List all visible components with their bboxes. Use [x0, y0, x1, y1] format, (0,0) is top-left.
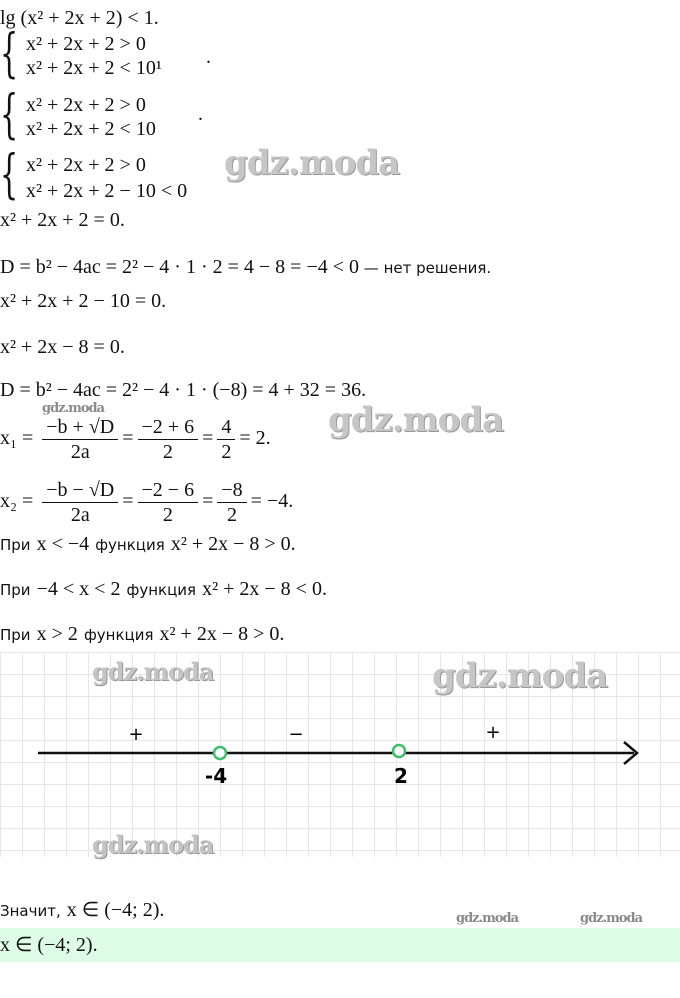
discriminant-1	[0, 255, 491, 280]
case-1-mid: функция	[95, 536, 165, 554]
watermark: gdz.moda	[92, 657, 214, 686]
equation-2: x² + 2x + 2 − 10 = 0.	[0, 290, 167, 312]
system-1-row-b: x² + 2x + 2 < 10¹	[26, 57, 162, 79]
discriminant-1-math: D = b² − 4ac = 2² − 4 · 1 · 2 = 4 − 8 = −4 < 0	[0, 256, 360, 278]
root-x2-frac-3	[217, 478, 246, 527]
root-x2-lhs: x₂ =	[0, 490, 34, 513]
root-x1-frac-1	[42, 415, 118, 464]
frac-den: 2	[227, 504, 238, 526]
root-x1: x₁ = $\frac{-b + √D}{2a}$ = $\frac{-2 + 6}{2}$ = $\frac{4}{2}$ = 2.	[0, 416, 271, 463]
root-x1-lhs: x₁ =	[0, 427, 34, 450]
point-2	[393, 745, 405, 757]
frac-den: 2	[162, 504, 173, 526]
case-3-mid: функция	[83, 626, 154, 644]
root-x1-frac-2	[138, 415, 199, 464]
system-1-row-a: x² + 2x + 2 > 0	[26, 33, 146, 55]
case-3-pre: При	[0, 626, 31, 644]
inequality-log: lg (x² + 2x + 2) < 1.	[0, 7, 159, 29]
root-x1-frac-3	[217, 415, 235, 464]
system-2-dot: .	[198, 103, 203, 125]
frac-num: −2 − 6	[138, 478, 199, 503]
root-x2-result: = −4.	[250, 490, 294, 513]
conclusion-math: x ∈ (−4; 2).	[66, 899, 165, 921]
case-2-cond: −4 < x < 2	[36, 578, 121, 600]
system-1-dot: .	[206, 46, 211, 68]
frac-num: −2 + 6	[138, 415, 199, 440]
watermark: gdz.moda	[92, 830, 214, 859]
frac-den: 2a	[70, 441, 90, 463]
frac-num: −b − √D	[42, 478, 118, 503]
root-x1-result: = 2.	[239, 427, 271, 450]
brace-3: {	[0, 145, 19, 205]
label-minus-4: -4	[204, 764, 228, 788]
watermark: gdz.moda	[432, 656, 608, 696]
case-2	[0, 577, 327, 602]
conclusion-text: Значит,	[0, 902, 61, 920]
conclusion	[0, 898, 164, 923]
system-2-row-a: x² + 2x + 2 > 0	[26, 94, 146, 116]
equation-1: x² + 2x + 2 = 0.	[0, 209, 125, 231]
root-x2: x₂ = $\frac{-b - √D}{2a}$ = $\frac{-2 - 6}{2}$ = $\frac{-8}{2}$ = −4.	[0, 479, 294, 526]
case-3-cond: x > 2	[36, 623, 78, 645]
case-3-expr: x² + 2x − 8 > 0.	[159, 623, 285, 645]
equation-3: x² + 2x − 8 = 0.	[0, 336, 125, 358]
case-2-expr: x² + 2x − 8 < 0.	[202, 578, 327, 600]
sign-left: +	[128, 724, 144, 745]
watermark: gdz.moda	[224, 143, 400, 183]
watermark: gdz.moda	[328, 400, 504, 440]
sign-right: +	[485, 722, 501, 743]
system-2-row-b: x² + 2x + 2 < 10	[26, 118, 156, 140]
system-3-row-a: x² + 2x + 2 > 0	[26, 154, 146, 176]
watermark: gdz.moda	[580, 911, 643, 926]
label-2: 2	[394, 764, 408, 788]
frac-den: 2	[162, 441, 173, 463]
case-2-pre: При	[0, 581, 31, 599]
case-1-cond: x < −4	[36, 533, 90, 555]
case-3	[0, 622, 284, 647]
watermark: gdz.moda	[42, 401, 105, 416]
case-2-mid: функция	[126, 581, 197, 599]
frac-den: 2	[221, 441, 232, 463]
brace-2: {	[0, 85, 19, 145]
frac-num: −b + √D	[42, 415, 118, 440]
case-1-expr: x² + 2x − 8 > 0.	[170, 533, 296, 555]
frac-num: 4	[217, 415, 235, 440]
case-1	[0, 532, 296, 557]
root-x2-frac-2	[138, 478, 199, 527]
case-1-pre: При	[0, 536, 31, 554]
discriminant-2: D = b² − 4ac = 2² − 4 · 1 · (−8) = 4 + 32 = 36.	[0, 379, 367, 401]
root-x2-frac-1	[42, 478, 118, 527]
system-3-row-b: x² + 2x + 2 − 10 < 0	[26, 180, 188, 202]
sign-middle: −	[288, 724, 304, 745]
frac-num: −8	[217, 478, 246, 503]
answer-text: x ∈ (−4; 2).	[0, 934, 98, 956]
answer-box	[0, 928, 680, 962]
discriminant-1-text: — нет решения.	[359, 259, 492, 277]
watermark: gdz.moda	[456, 911, 519, 926]
brace-1: {	[0, 24, 19, 84]
point-minus-4	[214, 747, 226, 759]
frac-den: 2a	[70, 504, 90, 526]
